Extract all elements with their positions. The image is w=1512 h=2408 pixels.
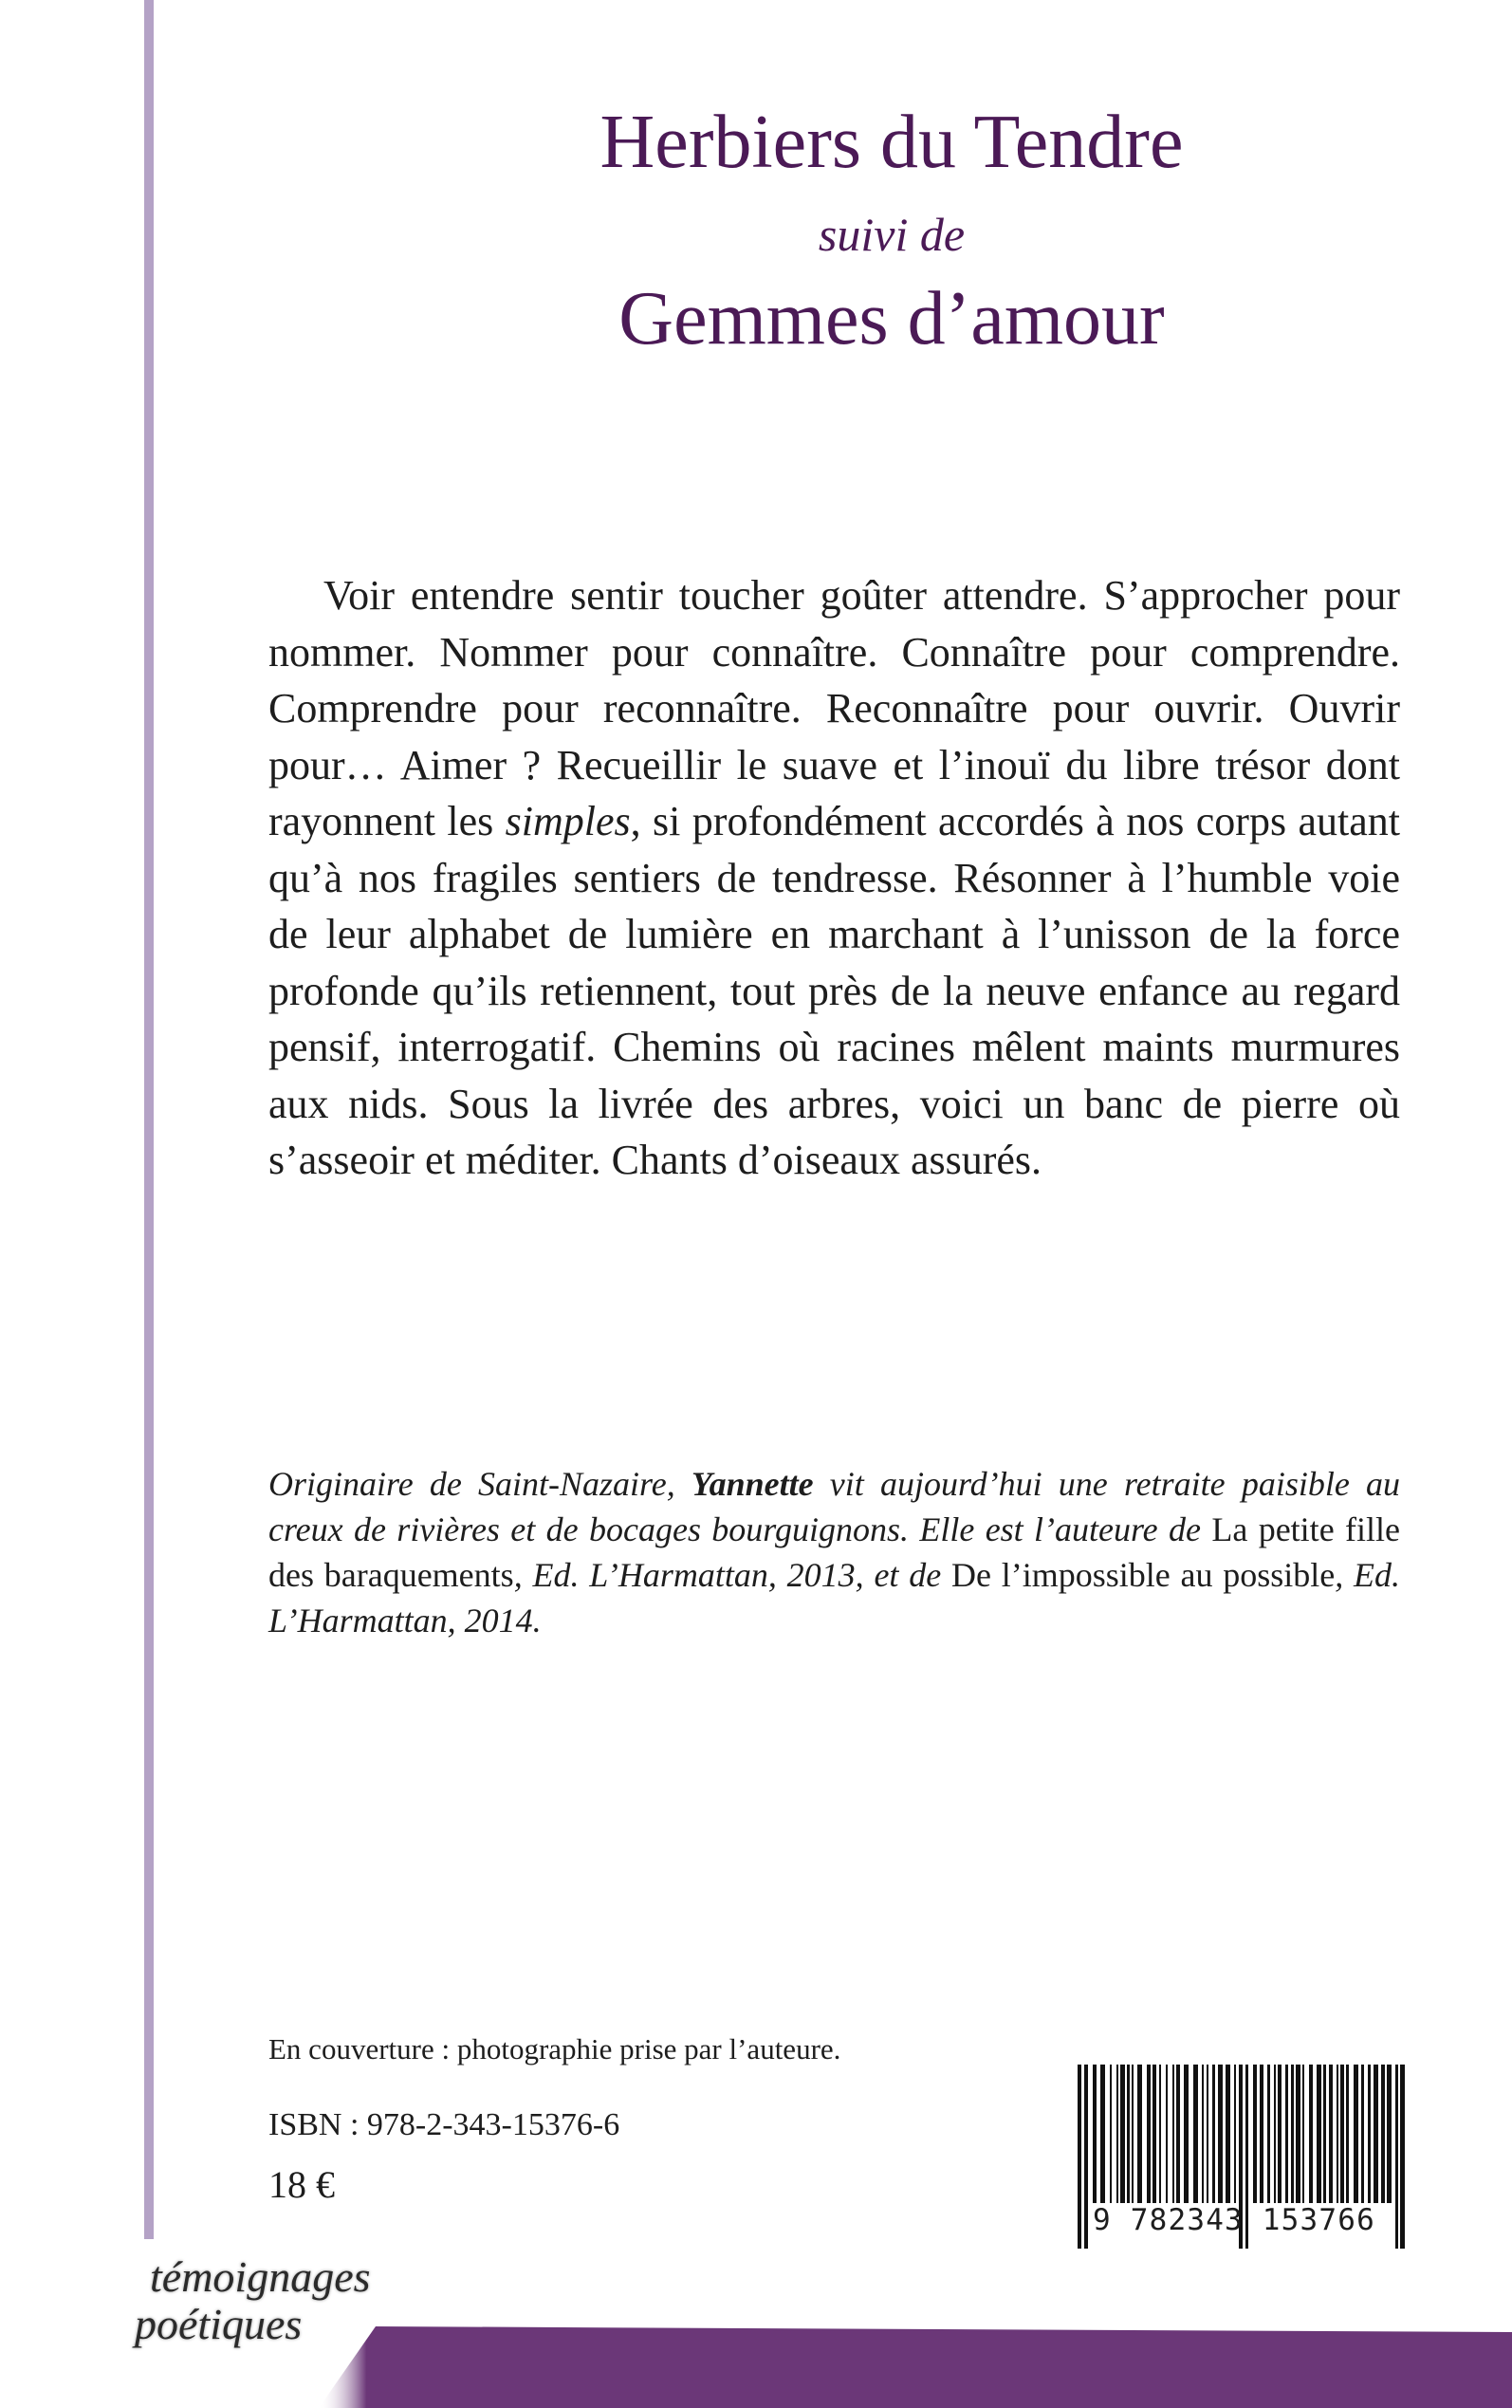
barcode-bar bbox=[1354, 2065, 1358, 2203]
barcode-bar bbox=[1193, 2065, 1198, 2203]
bio-text-2: , Ed. L’Harmattan, 2013, et de bbox=[513, 1556, 951, 1594]
barcode-bar bbox=[1285, 2065, 1288, 2203]
barcode-bar bbox=[1127, 2065, 1130, 2203]
barcode-bar bbox=[1361, 2065, 1364, 2203]
barcode-bar bbox=[1110, 2065, 1112, 2203]
barcode-bar bbox=[1337, 2065, 1338, 2203]
barcode-bar bbox=[1212, 2065, 1215, 2203]
barcode-bar bbox=[1267, 2065, 1270, 2203]
book-second-title: Gemmes d’amour bbox=[618, 277, 1165, 361]
isbn-text: ISBN : 978-2-343-15376-6 bbox=[268, 2107, 620, 2142]
cover-credit: En couverture : photographie prise par l’auteure. bbox=[268, 2032, 841, 2065]
back-cover-blurb bbox=[268, 567, 1400, 1189]
barcode-bar bbox=[1202, 2065, 1204, 2203]
barcode-bar bbox=[1120, 2065, 1125, 2203]
collection-line-1: témoignages bbox=[150, 2252, 371, 2301]
barcode-bar bbox=[1226, 2065, 1230, 2203]
barcode-bar bbox=[1278, 2065, 1282, 2203]
barcode-bar bbox=[1152, 2065, 1156, 2203]
bio-intro: Originaire de Saint-Nazaire, bbox=[268, 1465, 691, 1503]
bio-book-2: De l’impossible au possible bbox=[950, 1556, 1336, 1594]
barcode-bar bbox=[1340, 2065, 1344, 2203]
barcode-bar bbox=[1253, 2065, 1257, 2203]
author-bio bbox=[268, 1461, 1400, 1643]
barcode-bar bbox=[1147, 2065, 1151, 2203]
barcode-bar bbox=[1387, 2065, 1392, 2203]
barcode-bar bbox=[1296, 2065, 1300, 2203]
barcode-bar bbox=[1176, 2065, 1180, 2203]
barcode-bar bbox=[1234, 2065, 1236, 2203]
blurb-text-start: Voir entendre sentir toucher goûter attendre. S’approcher pour nommer. Nommer pour connaître. Connaître pour comprendre. Comprendre pour reconnaître. Reconnaître pour ouvrir. Ouvrir pour… Aimer ? Recueillir le suave et l’inouï du libre trésor dont rayonnent les bbox=[268, 572, 1400, 844]
bio-book-1: La petite fille des baraquements bbox=[268, 1510, 1401, 1594]
barcode-bar bbox=[1184, 2065, 1189, 2203]
barcode-bar bbox=[1302, 2065, 1304, 2203]
barcode-bar bbox=[1159, 2065, 1161, 2203]
barcode-digits: 9 782343 153766 bbox=[1093, 2203, 1375, 2237]
price-text: 18 € bbox=[268, 2163, 335, 2206]
barcode-bar bbox=[1317, 2065, 1321, 2203]
bio-text-3: , Ed. L’Harmattan, 2014. bbox=[268, 1556, 1401, 1639]
barcode-bar bbox=[1381, 2065, 1385, 2203]
barcode-bar bbox=[1329, 2065, 1333, 2203]
book-title: Herbiers du Tendre bbox=[599, 101, 1184, 184]
barcode-bar bbox=[1374, 2065, 1378, 2203]
barcode-bar bbox=[1323, 2065, 1326, 2203]
barcode-bar bbox=[1309, 2065, 1313, 2203]
barcode-bar bbox=[1137, 2065, 1142, 2203]
barcode-bar bbox=[1346, 2065, 1349, 2203]
barcode-bar bbox=[1100, 2065, 1105, 2203]
barcode-bar bbox=[1093, 2065, 1097, 2203]
footer-band bbox=[319, 2326, 1512, 2408]
barcode-bar bbox=[1207, 2065, 1208, 2203]
barcode-bar bbox=[1116, 2065, 1118, 2203]
barcode-bar bbox=[1132, 2065, 1134, 2203]
barcode-bar bbox=[1274, 2065, 1276, 2203]
side-decorative-rule bbox=[144, 0, 154, 2239]
barcode-bar bbox=[1291, 2065, 1294, 2203]
barcode-bar bbox=[1260, 2065, 1263, 2203]
blurb-emphasis: simples bbox=[505, 798, 631, 844]
title-block bbox=[493, 95, 1290, 366]
bio-text-1: vit aujourd’hui une retraite paisible au creux de rivières et de bocages bourguignons. Elle est l’auteure de bbox=[268, 1465, 1400, 1548]
barcode-bar bbox=[1368, 2065, 1371, 2203]
title-connector: suivi de bbox=[818, 208, 966, 261]
barcode-bar bbox=[1218, 2065, 1223, 2203]
barcode-bar bbox=[1172, 2065, 1174, 2203]
collection-line-2: poétiques bbox=[135, 2300, 303, 2348]
barcode-bar bbox=[1166, 2065, 1168, 2203]
blurb-text-end: , si profondément accordés à nos corps autant qu’à nos fragiles sentiers de tendresse. Résonner à l’humble voie de leur alphabet de lumière en marchant à l’unisson de la force profonde qu’ils retiennent, tout près de la neuve enfance au regard pensif, interrogatif. Chemins où racines mêlent maints murmures aux nids. Sous la livrée des arbres, voici un banc de pierre où s’asseoir et méditer. Chants d’oiseaux assurés. bbox=[268, 798, 1400, 1183]
bio-author-name: Yannette bbox=[691, 1465, 814, 1503]
